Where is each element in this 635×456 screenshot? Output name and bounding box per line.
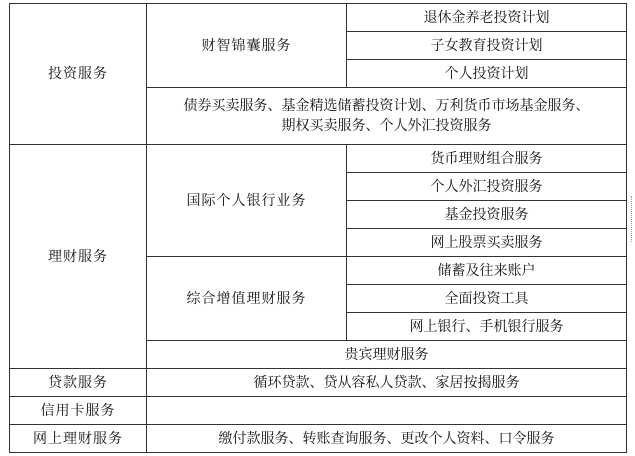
investment-other-line-2: 期权买卖服务、个人外汇投资服务 — [281, 118, 492, 134]
investment-other-services — [147, 88, 627, 145]
item-online-stock: 网上股票买卖服务 — [347, 229, 627, 257]
item-online-mobile-banking: 网上银行、手机银行服务 — [347, 313, 627, 341]
item-savings-account: 储蓄及往来账户 — [347, 257, 627, 285]
loan-services: 循环贷款、贷从容私人贷款、家居按揭服务 — [147, 369, 627, 397]
category-wealth: 理财服务 — [10, 145, 147, 369]
item-personal-plan: 个人投资计划 — [347, 60, 627, 88]
online-services: 缴付款服务、转账查询服务、更改个人资料、口令服务 — [147, 425, 627, 453]
page-edge-marker — [631, 196, 635, 242]
item-fx-investment: 个人外汇投资服务 — [347, 173, 627, 201]
category-loan: 贷款服务 — [10, 369, 147, 397]
investment-other-line-1: 债券买卖服务、基金精选储蓄投资计划、万利货币市场基金服务、 — [183, 98, 590, 114]
subcategory-value-added: 综合增值理财服务 — [147, 257, 347, 341]
subcategory-intl-banking: 国际个人银行业务 — [147, 145, 347, 257]
category-investment: 投资服务 — [10, 4, 147, 145]
item-education-plan: 子女教育投资计划 — [347, 32, 627, 60]
credit-card-services — [147, 397, 627, 425]
item-currency-portfolio: 货币理财组合服务 — [347, 145, 627, 173]
category-online: 网上理财服务 — [10, 425, 147, 453]
item-fund-investment: 基金投资服务 — [347, 201, 627, 229]
services-table — [9, 3, 627, 453]
item-vip-wealth: 贵宾理财服务 — [147, 341, 627, 369]
category-credit-card: 信用卡服务 — [10, 397, 147, 425]
subcategory-smart-bag: 财智锦囊服务 — [147, 4, 347, 88]
item-retirement-plan: 退休金养老投资计划 — [347, 4, 627, 32]
item-investment-tools: 全面投资工具 — [347, 285, 627, 313]
